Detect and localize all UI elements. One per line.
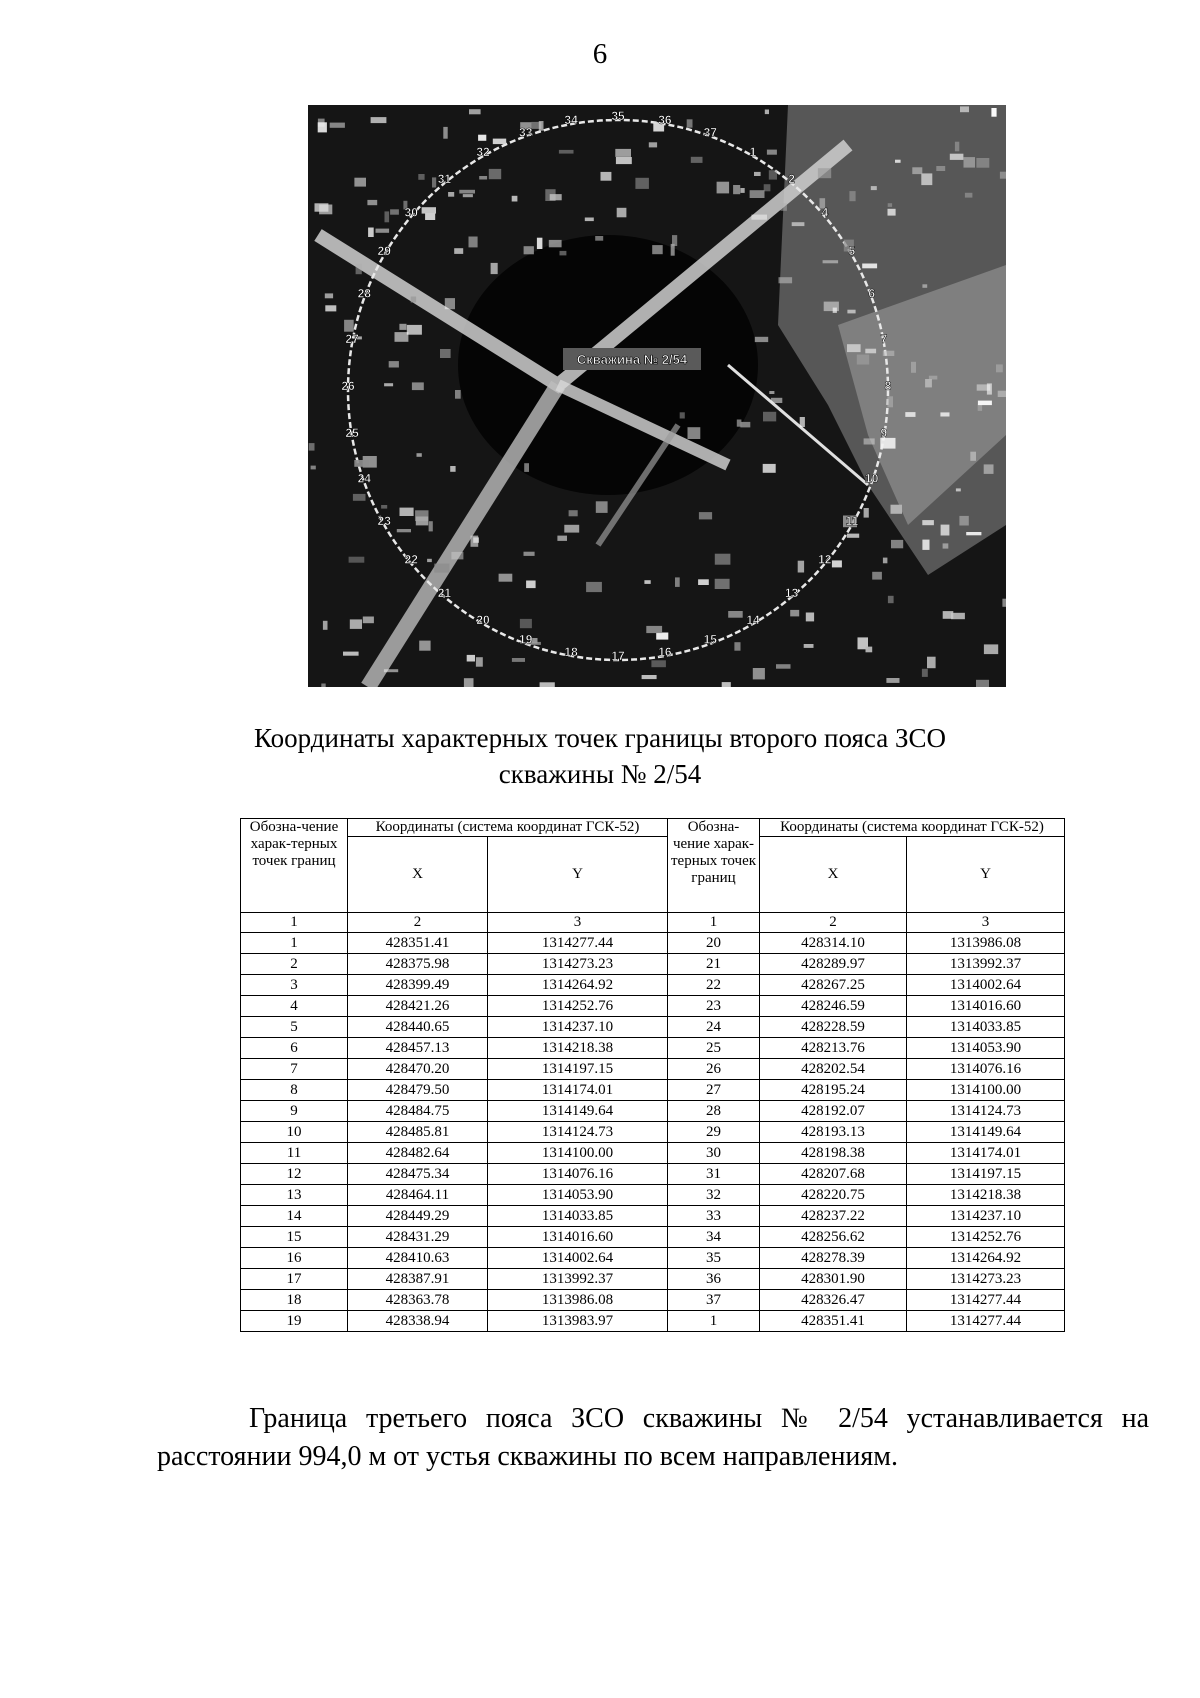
point-number: 9 — [241, 1101, 348, 1122]
paragraph-line-1: Граница третьего пояса ЗСО скважины № 2/54 устанавливается на — [249, 1403, 1149, 1434]
table-row — [241, 975, 1065, 996]
y-value: 1314197.15 — [488, 1059, 668, 1080]
table-row — [241, 1080, 1065, 1101]
x-value: 428351.41 — [348, 933, 488, 954]
table-row — [241, 1164, 1065, 1185]
x-value: 428237.22 — [760, 1206, 907, 1227]
point-number: 32 — [668, 1185, 760, 1206]
y-value: 1314273.23 — [488, 954, 668, 975]
point-number: 15 — [241, 1227, 348, 1248]
y-value: 1314197.15 — [907, 1164, 1065, 1185]
map-point-label: 17 — [611, 649, 625, 663]
column-number: 2 — [760, 913, 907, 933]
table-row — [241, 1143, 1065, 1164]
point-number: 14 — [241, 1206, 348, 1227]
map-point-label: 15 — [703, 632, 717, 647]
y-value: 1314002.64 — [488, 1248, 668, 1269]
y-value: 1314149.64 — [907, 1122, 1065, 1143]
point-number: 30 — [668, 1143, 760, 1164]
x-value: 428198.38 — [760, 1143, 907, 1164]
y-value: 1314033.85 — [488, 1206, 668, 1227]
coords-header-left: Координаты (система координат ГСК-52) — [348, 819, 668, 837]
y-value: 1314218.38 — [488, 1038, 668, 1059]
table-row — [241, 1101, 1065, 1122]
x-value: 428338.94 — [348, 1311, 488, 1332]
map-point-label: 7 — [880, 332, 888, 347]
coords-header-right: Координаты (система координат ГСК-52) — [760, 819, 1065, 837]
aerial-map — [308, 105, 1006, 687]
y-value: 1314174.01 — [488, 1080, 668, 1101]
x-value: 428246.59 — [760, 996, 907, 1017]
column-number: 1 — [241, 913, 348, 933]
table-row — [241, 933, 1065, 954]
table-row — [241, 1059, 1065, 1080]
point-header-right: Обозна-чение харак-терных точек границ — [668, 819, 760, 913]
x-value: 428410.63 — [348, 1248, 488, 1269]
y-value: 1314252.76 — [488, 996, 668, 1017]
map-point-label: 33 — [519, 125, 533, 140]
table-row — [241, 1290, 1065, 1311]
map-point-label: 28 — [357, 286, 371, 301]
y-value: 1314218.38 — [907, 1185, 1065, 1206]
point-number: 6 — [241, 1038, 348, 1059]
table-row — [241, 996, 1065, 1017]
x-value: 428421.26 — [348, 996, 488, 1017]
point-number: 21 — [668, 954, 760, 975]
point-number: 8 — [241, 1080, 348, 1101]
y-value: 1314124.73 — [488, 1122, 668, 1143]
y-value: 1314033.85 — [907, 1017, 1065, 1038]
table-row — [241, 954, 1065, 975]
point-number: 1 — [668, 1311, 760, 1332]
map-point-label: 36 — [658, 113, 672, 128]
x-value: 428479.50 — [348, 1080, 488, 1101]
map-point-label: 14 — [746, 612, 760, 627]
y-value: 1314053.90 — [488, 1185, 668, 1206]
point-number: 22 — [668, 975, 760, 996]
map-point-label: 22 — [404, 552, 418, 567]
map-point-label: 20 — [476, 612, 490, 627]
map-point-label: 13 — [784, 585, 799, 600]
x-value: 428193.13 — [760, 1122, 907, 1143]
x-value: 428267.25 — [760, 975, 907, 996]
y-value: 1313986.08 — [907, 933, 1065, 954]
y-value: 1314252.76 — [907, 1227, 1065, 1248]
map-point-label: 11 — [845, 514, 859, 528]
table-row — [241, 1017, 1065, 1038]
map-point-label: 12 — [818, 552, 832, 567]
paragraph-line-2: расстоянии 994,0 м от устья скважины по всем направлениям. — [157, 1441, 899, 1472]
x-value: 428399.49 — [348, 975, 488, 996]
table-row — [241, 1227, 1065, 1248]
table-row — [241, 1311, 1065, 1332]
x-value: 428485.81 — [348, 1122, 488, 1143]
x-value: 428464.11 — [348, 1185, 488, 1206]
map-point-label: 6 — [868, 286, 876, 301]
x-value: 428326.47 — [760, 1290, 907, 1311]
x-value: 428314.10 — [760, 933, 907, 954]
map-point-label: 10 — [865, 471, 879, 486]
map-point-label: 27 — [345, 332, 359, 347]
x-value: 428440.65 — [348, 1017, 488, 1038]
map-point-label: 1 — [749, 145, 757, 160]
x-value: 428431.29 — [348, 1227, 488, 1248]
third-belt-paragraph — [157, 1400, 1149, 1476]
x-value: 428220.75 — [760, 1185, 907, 1206]
x-value: 428351.41 — [760, 1311, 907, 1332]
y-value: 1314016.60 — [488, 1227, 668, 1248]
point-number: 17 — [241, 1269, 348, 1290]
table-body — [241, 933, 1065, 1332]
point-number: 12 — [241, 1164, 348, 1185]
x-value: 428195.24 — [760, 1080, 907, 1101]
x-value: 428289.97 — [760, 954, 907, 975]
y-value: 1313992.37 — [488, 1269, 668, 1290]
y-value: 1314264.92 — [907, 1248, 1065, 1269]
map-point-label: 9 — [880, 425, 888, 440]
point-number: 25 — [668, 1038, 760, 1059]
table-row — [241, 1269, 1065, 1290]
point-number: 33 — [668, 1206, 760, 1227]
y-value: 1314277.44 — [907, 1290, 1065, 1311]
column-number: 3 — [488, 913, 668, 933]
y-value: 1314174.01 — [907, 1143, 1065, 1164]
x-value: 428387.91 — [348, 1269, 488, 1290]
x-value: 428207.68 — [760, 1164, 907, 1185]
point-number: 19 — [241, 1311, 348, 1332]
point-number: 35 — [668, 1248, 760, 1269]
column-number: 2 — [348, 913, 488, 933]
point-number: 5 — [241, 1017, 348, 1038]
point-number: 1 — [241, 933, 348, 954]
coordinates-table — [240, 818, 1065, 1332]
x-value: 428449.29 — [348, 1206, 488, 1227]
x-value: 428202.54 — [760, 1059, 907, 1080]
y-value: 1314076.16 — [907, 1059, 1065, 1080]
x-value: 428375.98 — [348, 954, 488, 975]
x-value: 428256.62 — [760, 1227, 907, 1248]
point-header-left: Обозна-чение харак-терных точек границ — [241, 819, 348, 913]
table-row — [241, 1248, 1065, 1269]
y-value: 1314277.44 — [907, 1311, 1065, 1332]
y-value: 1314076.16 — [488, 1164, 668, 1185]
table-row — [241, 1206, 1065, 1227]
x-value: 428484.75 — [348, 1101, 488, 1122]
point-number: 23 — [668, 996, 760, 1017]
table-row — [241, 1185, 1065, 1206]
y-value: 1314016.60 — [907, 996, 1065, 1017]
y-value: 1313992.37 — [907, 954, 1065, 975]
point-number: 20 — [668, 933, 760, 954]
map-point-label: 4 — [821, 205, 829, 220]
map-point-label: 26 — [341, 379, 355, 393]
y-value: 1314124.73 — [907, 1101, 1065, 1122]
point-number: 16 — [241, 1248, 348, 1269]
y-header-right: Y — [907, 837, 1065, 913]
page-number: 6 — [592, 38, 608, 70]
map-point-label: 32 — [476, 145, 490, 160]
point-number: 13 — [241, 1185, 348, 1206]
x-value: 428301.90 — [760, 1269, 907, 1290]
y-value: 1314273.23 — [907, 1269, 1065, 1290]
point-number: 26 — [668, 1059, 760, 1080]
point-number: 31 — [668, 1164, 760, 1185]
point-number: 4 — [241, 996, 348, 1017]
x-value: 428363.78 — [348, 1290, 488, 1311]
point-number: 34 — [668, 1227, 760, 1248]
point-number: 11 — [241, 1143, 348, 1164]
map-point-label: 34 — [564, 113, 578, 128]
y-value: 1314100.00 — [907, 1080, 1065, 1101]
y-value: 1314002.64 — [907, 975, 1065, 996]
map-point-label: 31 — [437, 172, 452, 187]
y-value: 1314100.00 — [488, 1143, 668, 1164]
map-point-label: 29 — [377, 244, 391, 258]
x-value: 428470.20 — [348, 1059, 488, 1080]
y-value: 1313983.97 — [488, 1311, 668, 1332]
point-number: 28 — [668, 1101, 760, 1122]
map-point-label: 35 — [611, 109, 625, 123]
y-value: 1314264.92 — [488, 975, 668, 996]
point-number: 18 — [241, 1290, 348, 1311]
x-value: 428457.13 — [348, 1038, 488, 1059]
caption-line-2: скважины № 2/54 — [498, 759, 702, 789]
map-point-label: 30 — [404, 205, 418, 220]
x-value: 428475.34 — [348, 1164, 488, 1185]
table-row — [241, 1038, 1065, 1059]
map-point-label: 23 — [377, 514, 391, 528]
y-value: 1314149.64 — [488, 1101, 668, 1122]
point-number: 2 — [241, 954, 348, 975]
y-value: 1314277.44 — [488, 933, 668, 954]
map-point-label: 16 — [658, 644, 672, 659]
map-point-label: 18 — [564, 644, 578, 659]
point-number: 29 — [668, 1122, 760, 1143]
map-point-label: 2 — [788, 172, 795, 187]
table-caption — [0, 720, 1200, 792]
map-point-label: 37 — [703, 125, 717, 140]
x-value: 428228.59 — [760, 1017, 907, 1038]
map-point-label: 8 — [884, 379, 892, 393]
map-point-label: 25 — [345, 425, 359, 440]
table-row — [241, 1122, 1065, 1143]
map-point-label: 5 — [848, 244, 856, 258]
point-number: 3 — [241, 975, 348, 996]
map-point-label: 24 — [357, 471, 371, 486]
x-value: 428213.76 — [760, 1038, 907, 1059]
map-point-label: 21 — [437, 585, 452, 600]
y-header-left: Y — [488, 837, 668, 913]
point-number: 36 — [668, 1269, 760, 1290]
x-value: 428278.39 — [760, 1248, 907, 1269]
point-number: 24 — [668, 1017, 760, 1038]
point-number: 37 — [668, 1290, 760, 1311]
x-value: 428482.64 — [348, 1143, 488, 1164]
x-value: 428192.07 — [760, 1101, 907, 1122]
x-header-left: X — [348, 837, 488, 913]
y-value: 1314237.10 — [907, 1206, 1065, 1227]
map-point-label: 19 — [519, 632, 533, 647]
column-number: 3 — [907, 913, 1065, 933]
point-number: 27 — [668, 1080, 760, 1101]
point-number: 7 — [241, 1059, 348, 1080]
y-value: 1314053.90 — [907, 1038, 1065, 1059]
y-value: 1314237.10 — [488, 1017, 668, 1038]
point-number: 10 — [241, 1122, 348, 1143]
y-value: 1313986.08 — [488, 1290, 668, 1311]
well-label: Скважина № 2/54 — [576, 352, 688, 367]
caption-line-1: Координаты характерных точек границы второго пояса ЗСО — [254, 723, 946, 753]
column-number: 1 — [668, 913, 760, 933]
x-header-right: X — [760, 837, 907, 913]
